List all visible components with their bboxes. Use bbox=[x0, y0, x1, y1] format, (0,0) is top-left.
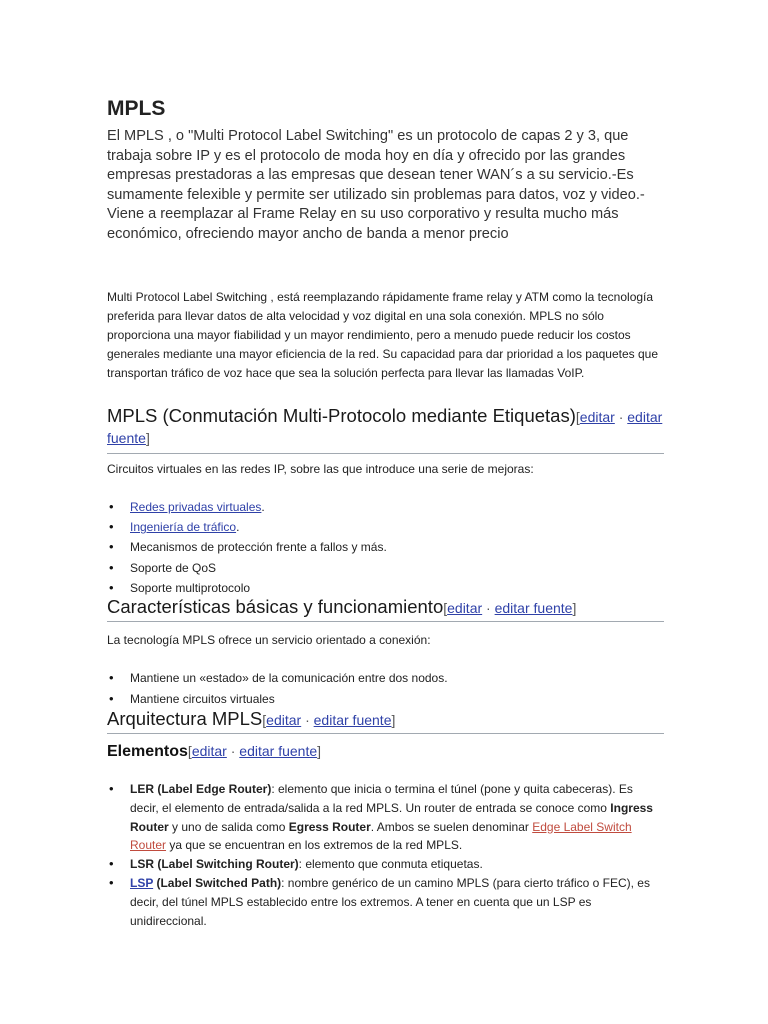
section-intro: Circuitos virtuales en las redes IP, sobre las que introduce una serie de mejoras: bbox=[107, 462, 534, 476]
list-item-ler: • LER (Label Edge Router): elemento que inicia o termina el túnel (pone y quita cabeceras). Es decir, el elemento de entrada/salida a la red MPLS. Un router de entrada se conoce como Ingress Router y uno de salida como Egress Router. Ambos se suelen denominar Edge Label Switch Router ya que se encuentran en los extremos de la red MPLS. bbox=[107, 780, 663, 855]
subsection-heading-elements bbox=[107, 741, 321, 762]
section-heading-text: Arquitectura MPLS bbox=[107, 708, 263, 729]
list-item: • Mantiene circuitos virtuales bbox=[107, 689, 448, 710]
summary-paragraph: Multi Protocol Label Switching , está reemplazando rápidamente frame relay y ATM como la tecnología preferida para llevar datos de alta velocidad y voz digital en una sola conexión. MPLS no sólo proporciona una mayor fiabilidad y un mayor rendimiento, pero a menudo puede reducir los costos generales mediante una mayor eficiencia de la red. Su capacidad para dar prioridad a los paquetes que transportan tráfico de voz hace que sea la solución perfecta para llevar las llamadas VoIP. bbox=[107, 290, 659, 380]
traffic-engineering-link[interactable]: Ingeniería de tráfico bbox=[130, 520, 237, 535]
feature-list bbox=[107, 497, 387, 598]
list-item: • Mecanismos de protección frente a fallos y más. bbox=[107, 537, 387, 557]
section-intro: La tecnología MPLS ofrece un servicio orientado a conexión: bbox=[107, 633, 431, 647]
elements-list bbox=[107, 780, 663, 930]
lsp-link[interactable]: LSP bbox=[130, 875, 154, 890]
section-heading-text: Características básicas y funcionamiento bbox=[107, 596, 444, 617]
edit-source-link[interactable]: editar fuente bbox=[107, 409, 663, 446]
edit-link[interactable]: editar bbox=[266, 712, 302, 728]
edit-link[interactable]: editar bbox=[447, 600, 483, 616]
list-item: • Soporte multiprotocolo bbox=[107, 578, 387, 598]
page-title: MPLS bbox=[107, 97, 166, 120]
list-item: • Ingeniería de tráfico. bbox=[107, 517, 387, 537]
section-heading-text: MPLS (Conmutación Multi-Protocolo mediante Etiquetas) bbox=[107, 405, 576, 426]
list-item-lsr: • LSR (Label Switching Router): elemento que conmuta etiquetas. bbox=[107, 855, 663, 874]
section-heading-mpls bbox=[107, 406, 664, 454]
list-item: • Redes privadas virtuales. bbox=[107, 497, 387, 517]
section-heading-architecture bbox=[107, 709, 664, 734]
section-heading-features bbox=[107, 597, 664, 622]
edit-links: [editar · editar fuente] bbox=[187, 743, 322, 759]
edit-links: [editar · editar fuente] bbox=[262, 712, 396, 728]
intro-paragraph: El MPLS , o "Multi Protocol Label Switching" es un protocolo de capas 2 y 3, que trabaja sobre IP y es el protocolo de moda hoy en día y ofrecido por las grandes empresas prestadoras a las empresas que desean tener WAN´s a su servicio.-Es sumamente felexible y permite ser utilizado sin problemas para datos, voz y video.- Viene a reemplazar al Frame Relay en su uso corporativo y resulta mucho más económico, ofreciendo mayor ancho de banda a menor precio bbox=[107, 128, 645, 242]
subsection-heading-text: Elementos bbox=[107, 743, 188, 760]
edit-link[interactable]: editar bbox=[579, 409, 615, 425]
edit-links: [editar · editar fuente] bbox=[107, 409, 663, 446]
edit-links: [editar · editar fuente] bbox=[443, 600, 577, 616]
edit-link[interactable]: editar bbox=[191, 743, 227, 759]
edit-source-link[interactable]: editar fuente bbox=[313, 712, 392, 728]
feature-list bbox=[107, 668, 448, 709]
list-item: • Mantiene un «estado» de la comunicación entre dos nodos. bbox=[107, 668, 448, 689]
vpn-link[interactable]: Redes privadas virtuales bbox=[130, 500, 262, 514]
list-item: • Soporte de QoS bbox=[107, 558, 387, 578]
edge-label-switch-router-link[interactable]: Edge Label Switch Router bbox=[130, 819, 632, 853]
list-item-lsp: • LSP (Label Switched Path): nombre genérico de un camino MPLS (para cierto tráfico o FEC), es decir, del túnel MPLS establecido entre los extremos. A tener en cuenta que un LSP es unidireccional. bbox=[107, 874, 663, 930]
edit-source-link[interactable]: editar fuente bbox=[239, 743, 318, 759]
edit-source-link[interactable]: editar fuente bbox=[494, 600, 573, 616]
